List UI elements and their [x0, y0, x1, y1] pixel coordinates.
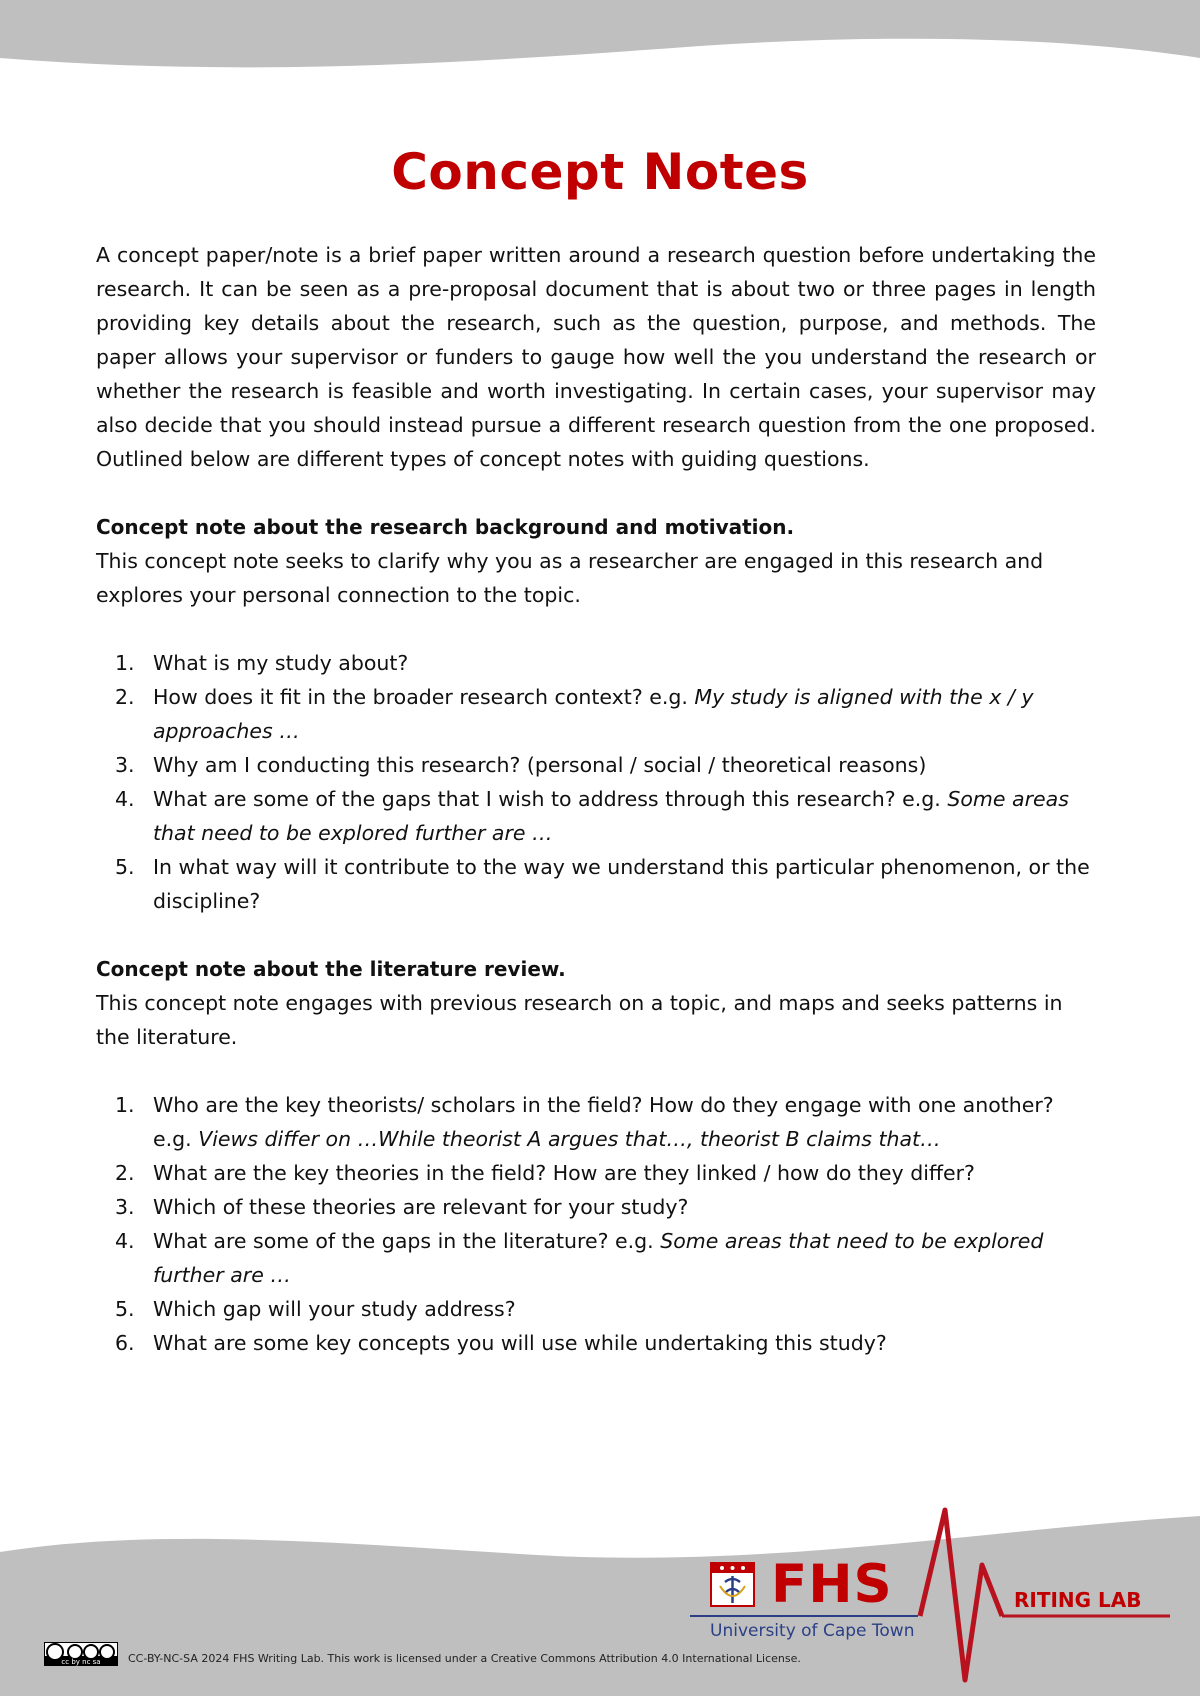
section-description: This concept note engages with previous research on a topic, and maps and seeks patterns in the literature.: [96, 991, 1063, 1049]
list-item: [96, 1088, 1096, 1156]
cc-license-badge-icon: [44, 1642, 118, 1666]
list-item: [96, 680, 1096, 748]
list-text: In what way will it contribute to the way we understand this particular phenomenon, or the discipline?: [153, 855, 1090, 913]
list-item: [96, 748, 1096, 782]
university-name: University of Cape Town: [710, 1621, 915, 1641]
list-example: My study is aligned with the x / y approaches …: [153, 685, 1034, 743]
list-item: [96, 1190, 1096, 1224]
list-text: Which gap will your study address?: [153, 1297, 516, 1321]
section-literature-review: [96, 952, 1096, 1360]
list-number: 2.: [115, 1161, 135, 1185]
list-text: What is my study about?: [153, 651, 409, 675]
list-number: 4.: [115, 1229, 135, 1253]
list-text: What are some key concepts you will use while undertaking this study?: [153, 1331, 887, 1355]
list-number: 5.: [115, 855, 135, 879]
section-background-motivation: [96, 510, 1096, 918]
list-text: What are some of the gaps that I wish to address through this research? e.g.: [153, 787, 941, 811]
list-item: [96, 1224, 1096, 1292]
header-band: [0, 0, 1200, 90]
page-title: Concept Notes: [391, 143, 809, 201]
license-text: CC-BY-NC-SA 2024 FHS Writing Lab. This work is licensed under a Creative Commons Attribution 4.0 International License.: [128, 1652, 801, 1665]
list-item: [96, 646, 1096, 680]
list-number: 5.: [115, 1297, 135, 1321]
list-text: What are some of the gaps in the literature? e.g.: [153, 1229, 654, 1253]
list-number: 1.: [115, 1093, 135, 1117]
list-number: 6.: [115, 1331, 135, 1355]
list-text: What are the key theories in the field? How are they linked / how do they differ?: [153, 1161, 975, 1185]
list-example: Views differ on …While theorist A argues that…, theorist B claims that…: [198, 1127, 941, 1151]
list-number: 1.: [115, 651, 135, 675]
writing-lab-wordmark: RITING LAB: [1014, 1588, 1142, 1612]
list-example: Some areas that need to be explored further are …: [153, 1229, 1044, 1287]
list-number: 4.: [115, 787, 135, 811]
section-description: This concept note seeks to clarify why you as a researcher are engaged in this research and explores your personal connection to the topic.: [96, 549, 1044, 607]
list-text: Which of these theories are relevant for your study?: [153, 1195, 689, 1219]
cc-badge-text: cc by nc sa: [61, 1658, 101, 1666]
intro-paragraph: A concept paper/note is a brief paper written around a research question before undertaking the research. It can be seen as a pre-proposal document that is about two or three pages in length providing key details about the research, such as the question, purpose, and methods. The paper allows your supervisor or funders to gauge how well the you understand the research or whether the research is feasible and worth investigating. In certain cases, your supervisor may also decide that you should instead pursue a different research question from the one proposed. Outlined below are different types of concept notes with guiding questions.: [96, 243, 1096, 471]
list-item: [96, 1326, 1096, 1360]
question-list: [96, 646, 1096, 918]
list-example: Some areas that need to be explored further are …: [153, 787, 1069, 845]
list-item: [96, 850, 1096, 918]
list-item: [96, 782, 1096, 850]
list-text: Who are the key theorists/ scholars in the field? How do they engage with one another? e.g.: [153, 1093, 1054, 1151]
list-item: [96, 1292, 1096, 1326]
header-band-shape: [0, 0, 1200, 67]
list-text: Why am I conducting this research? (personal / social / theoretical reasons): [153, 753, 927, 777]
question-list: [96, 1088, 1096, 1360]
section-heading: Concept note about the research background and motivation.: [96, 515, 795, 539]
list-number: 3.: [115, 1195, 135, 1219]
list-text: How does it fit in the broader research context? e.g.: [153, 685, 688, 709]
document-body: [96, 238, 1096, 1360]
fhs-wordmark: FHS: [771, 1554, 893, 1615]
list-number: 3.: [115, 753, 135, 777]
list-number: 2.: [115, 685, 135, 709]
list-item: [96, 1156, 1096, 1190]
section-heading: Concept note about the literature review.: [96, 957, 566, 981]
